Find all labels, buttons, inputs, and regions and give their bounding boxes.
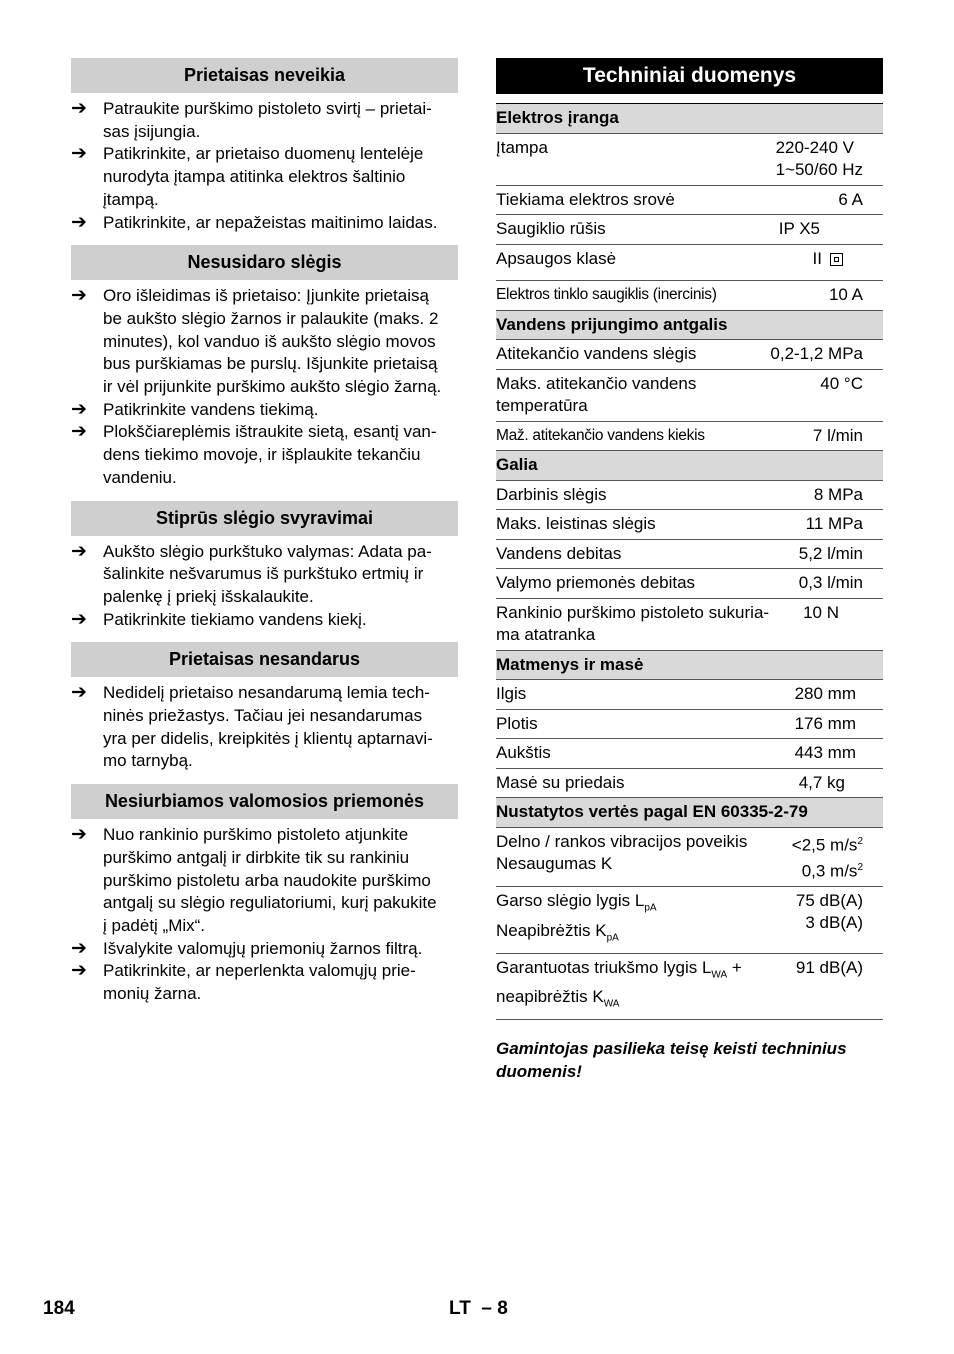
instruction-line: nurodyta įtampa atitinka elektros šaltinio: [103, 167, 406, 187]
row-voltage: Įtampa 220-240 V 1~50/60 Hz: [496, 134, 883, 186]
instruction-line: vandeniu.: [103, 467, 177, 487]
instruction-line: sas įsijungia.: [103, 121, 201, 141]
section-electrical: Elektros įranga: [496, 104, 883, 134]
row-inlet-pressure: Atitekančio vandens slėgis 0,2-1,2 MPa: [496, 340, 883, 370]
section-heading: Nesusidaro slėgis: [71, 245, 458, 280]
row-protection-class: Apsaugos klasė II: [496, 245, 883, 282]
instruction-line: antgalį su slėgio reguliatoriumi, kurį pakukite: [103, 893, 437, 913]
instruction-item: [71, 399, 458, 422]
instruction-item: [71, 609, 458, 632]
row-mains-fuse: Elektros tinklo saugiklis (inercinis) 10 A: [496, 281, 883, 311]
instruction-line: ir vėl prijunkite purškimo aukšto slėgio žarną.: [103, 377, 442, 397]
instruction-list: [71, 98, 458, 234]
row-length: Ilgis 280 mm: [496, 680, 883, 710]
page-number: 184: [43, 1298, 75, 1319]
instruction-line: šalinkite nešvarumus iš purkštuko ertmių ir: [103, 564, 424, 584]
row-recoil-force: Rankinio purškimo pistoleto sukuria- ma atatranka 10 N: [496, 599, 883, 651]
row-current: Tiekiama elektros srovė 6 A: [496, 186, 883, 216]
arrow-right-icon: ➔: [71, 937, 87, 959]
arrow-right-icon: ➔: [71, 143, 87, 165]
instruction-line: Plokščiareplėmis ištraukite sietą, esantį van-: [103, 422, 437, 442]
row-min-flow: Maž. atitekančio vandens kiekis 7 l/min: [496, 422, 883, 452]
technical-data-column: [496, 58, 883, 1083]
row-detergent-flow: Valymo priemonės debitas 0,3 l/min: [496, 569, 883, 599]
instruction-item: [71, 960, 458, 1005]
row-weight: Masė su priedais 4,7 kg: [496, 769, 883, 799]
instruction-line: bus purškiamas be purslų. Išjunkite prietaisą: [103, 354, 438, 374]
row-max-pressure: Maks. leistinas slėgis 11 MPa: [496, 510, 883, 540]
instruction-line: dens tiekimo movoje, ir išplaukite tekančiu: [103, 445, 421, 465]
arrow-right-icon: ➔: [71, 540, 87, 562]
arrow-right-icon: ➔: [71, 960, 87, 982]
language-page-label: LT – 8: [449, 1298, 508, 1319]
arrow-right-icon: ➔: [71, 398, 87, 420]
instruction-line: Nuo rankinio purškimo pistoleto atjunkite: [103, 825, 409, 845]
instruction-line: palenkę į priekį išskalaukite.: [103, 586, 314, 606]
instruction-item: [71, 212, 458, 235]
instruction-list: [71, 285, 458, 489]
section-power: Galia: [496, 451, 883, 481]
instruction-line: mo tarnybą.: [103, 751, 193, 771]
instruction-item: [71, 824, 458, 938]
arrow-right-icon: ➔: [71, 682, 87, 704]
instruction-item: [71, 421, 458, 489]
instruction-item: [71, 938, 458, 961]
technical-data-table: [496, 103, 883, 1020]
section-water: Vandens prijungimo antgalis: [496, 311, 883, 341]
section-declared-values: Nustatytos vertės pagal EN 60335-2-79: [496, 798, 883, 828]
row-working-pressure: Darbinis slėgis 8 MPa: [496, 481, 883, 511]
instruction-item: [71, 143, 458, 211]
instruction-line: Patikrinkite, ar neperlenkta valomųjų prie-: [103, 961, 416, 981]
instruction-list: [71, 824, 458, 1006]
technical-data-title: Techniniai duomenys: [496, 58, 883, 94]
arrow-right-icon: ➔: [71, 285, 87, 307]
troubleshooting-column: [71, 58, 458, 1017]
arrow-right-icon: ➔: [71, 608, 87, 630]
row-max-temperature: Maks. atitekančio vandens temperatūra 40 °C: [496, 370, 883, 422]
instruction-line: Patraukite purškimo pistoleto svirtį – prietai-: [103, 99, 432, 118]
section-heading: Nesiurbiamos valomosios priemonės: [71, 784, 458, 819]
instruction-item: [71, 541, 458, 609]
arrow-right-icon: ➔: [71, 211, 87, 233]
arrow-right-icon: ➔: [71, 421, 87, 443]
instruction-line: Išvalykite valomųjų priemonių žarnos filtrą.: [103, 938, 423, 958]
instruction-line: ninės priežastys. Tačiau jei nesandarumas: [103, 706, 423, 726]
row-fuse-type: Saugiklio rūšis IP X5: [496, 215, 883, 245]
instruction-line: Aukšto slėgio purkštuko valymas: Adata pa-: [103, 541, 432, 561]
row-height: Aukštis 443 mm: [496, 739, 883, 769]
instruction-line: į padėtį „Mix“.: [103, 915, 206, 935]
instruction-line: yra per didelis, kreipkitės į klientų aptarnavi-: [103, 728, 433, 748]
instruction-line: Patikrinkite tiekiamo vandens kiekį.: [103, 609, 367, 629]
instruction-line: purškimo pistoletu arba naudokite purškimo: [103, 870, 431, 890]
arrow-right-icon: ➔: [71, 824, 87, 846]
instruction-list: [71, 682, 458, 773]
row-vibration: Delno / rankos vibracijos poveikis Nesaugumas K <2,5 $m/s^2$ 0,3 $m/s^2$: [496, 828, 883, 887]
section-heading: Prietaisas neveikia: [71, 58, 458, 93]
row-water-flow: Vandens debitas 5,2 l/min: [496, 540, 883, 570]
instruction-line: monių žarna.: [103, 984, 202, 1004]
section-dimensions: Matmenys ir masė: [496, 651, 883, 681]
manufacturer-note: Gamintojas pasilieka teisę keisti techninius duomenis!: [496, 1039, 847, 1081]
protection-class-ii-icon: [830, 253, 843, 266]
instruction-line: be aukšto slėgio žarnos ir palaukite (maks. 2: [103, 308, 439, 328]
instruction-item: [71, 98, 458, 143]
instruction-list: [71, 541, 458, 632]
section-heading: Prietaisas nesandarus: [71, 642, 458, 677]
section-heading: Stiprūs slėgio svyravimai: [71, 501, 458, 536]
instruction-line: Oro išleidimas iš prietaiso: Įjunkite prietaisą: [103, 286, 429, 306]
row-sound-pressure: Garso slėgio lygis $L_{pA}$ Neapibrėžtis $K_{pA}$ 75 dB(A) 3 dB(A): [496, 887, 883, 954]
instruction-line: įtampą.: [103, 189, 159, 209]
row-sound-power: Garantuotas triukšmo lygis $L_{WA}$ + neapibrėžtis $K_{WA}$ 91 dB(A): [496, 954, 883, 1021]
instruction-line: Patikrinkite, ar nepažeistas maitinimo laidas.: [103, 212, 438, 232]
instruction-line: Nedidelį prietaiso nesandarumą lemia tech-: [103, 683, 430, 703]
instruction-item: [71, 285, 458, 399]
arrow-right-icon: ➔: [71, 98, 87, 119]
row-width: Plotis 176 mm: [496, 710, 883, 740]
instruction-line: Patikrinkite, ar prietaiso duomenų lentelėje: [103, 144, 424, 164]
instruction-item: [71, 682, 458, 773]
instruction-line: minutes), kol vanduo iš aukšto slėgio movos: [103, 331, 436, 351]
instruction-line: Patikrinkite vandens tiekimą.: [103, 399, 319, 419]
instruction-line: purškimo antgalį ir dirbkite tik su rankiniu: [103, 847, 410, 867]
